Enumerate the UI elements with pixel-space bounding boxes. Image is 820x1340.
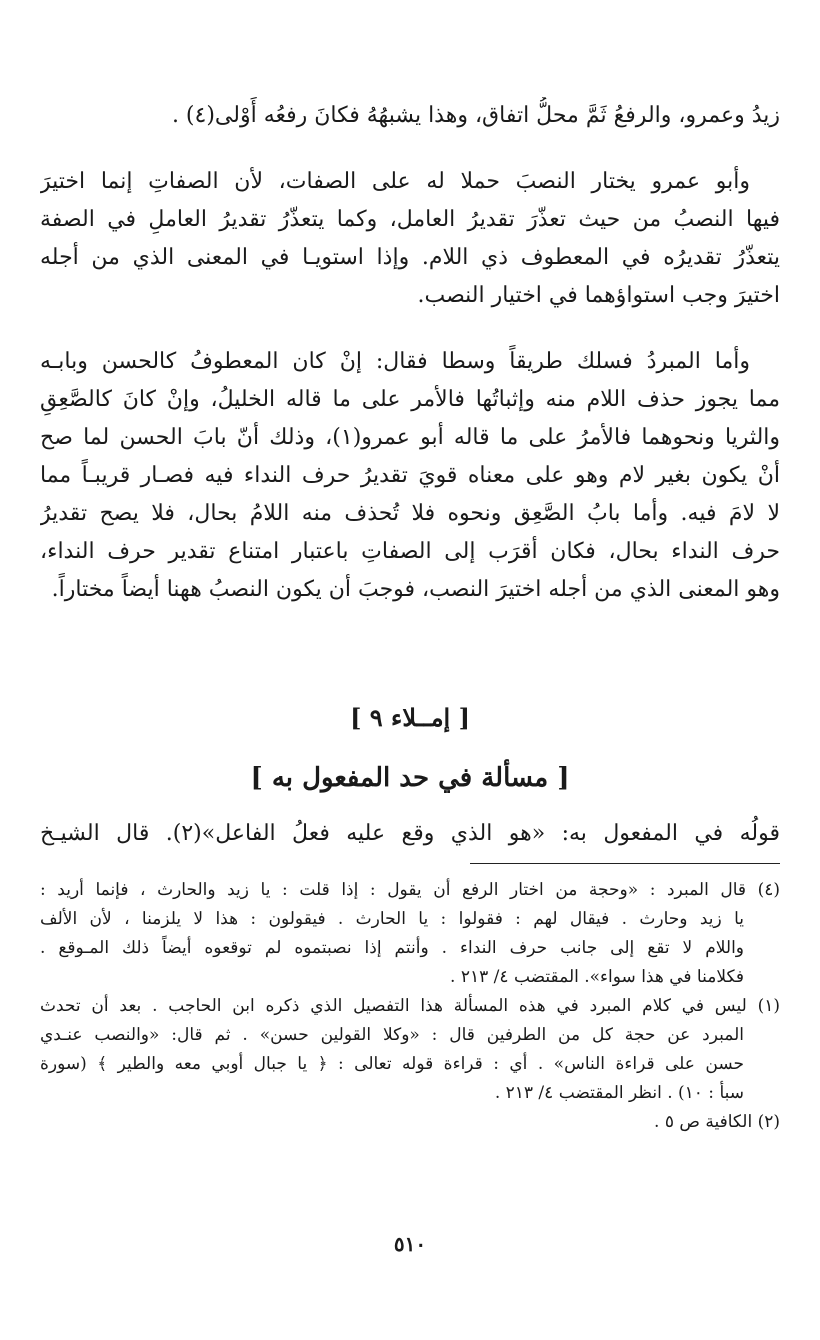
imla-heading: [ إمــلاء ٩ ] bbox=[350, 703, 470, 732]
paragraph-abu-amr bbox=[40, 163, 780, 315]
footnote-4 bbox=[40, 876, 780, 992]
footnote-line: (١) ليس في كلام المبرد في هذه المسألة هذا التفصيل الذي ذكره ابن الحاجب . بعد أن تحدث bbox=[40, 996, 780, 1016]
text-line: فيها النصبُ من حيث تعذّرَ تقديرُ العامل، وكما يتعذّرُ تقديرُ العاملِ في الصفة bbox=[40, 207, 780, 232]
page-number: ٥١٠ bbox=[393, 1232, 427, 1256]
text-line: حرف النداء بحال، فكان أقرَب إلى الصفاتِ باعتبار امتناع تقدير حرف النداء، bbox=[40, 539, 780, 564]
footnote-line: حسن على قراءة الناس» . أي : قراءة قوله تعالى : ﴿ يا جبال أوبي معه والطير ﴾ (سورة bbox=[40, 1054, 744, 1074]
paragraph-continuation bbox=[40, 97, 780, 135]
footnotes bbox=[40, 876, 780, 1137]
text-line: مما يجوز حذف اللام منه وإثباتُها فالأمر على ما قاله الخليلُ، وإنْ كانَ كالصَّعِقِ bbox=[40, 387, 780, 412]
text-line: اختيرَ وجب استواؤهما في اختيار النصب. bbox=[417, 283, 780, 308]
footnote-2 bbox=[40, 1108, 780, 1137]
paragraph-mubarrad bbox=[40, 343, 780, 609]
footnote-separator bbox=[470, 863, 780, 864]
footnote-line: المبرد عن حجة كل من الطرفين قال : «وكلا القولين حسن» . ثم قال: «والنصب عنـدي bbox=[40, 1025, 744, 1045]
text-line: زيدُ وعمرو، والرفعُ ثَمَّ محلُّ اتفاق، وهذا يشبهُهُ فكانَ رفعُه أَوْلى(٤) . bbox=[171, 103, 780, 128]
text-line: أنْ يكون بغير لام وهو على معناه قويَ تقديرُ حرف النداء فيه فصـار قريبـاً مما bbox=[40, 463, 780, 488]
paragraph-maf-ul-bih bbox=[40, 815, 780, 853]
text-line: والثريا ونحوهما فالأمرُ على ما قاله أبو عمرو(١)، وذلك أنّ بابَ الحسن لما صح bbox=[40, 425, 780, 450]
footnote-1 bbox=[40, 992, 780, 1108]
section-heading: [ مسألة في حد المفعول به ] bbox=[250, 763, 570, 793]
text-line: وهو المعنى الذي من أجله اختيرَ النصب، فوجبَ أن يكون النصبُ ههنا أيضاً مختاراً. bbox=[51, 577, 780, 602]
footnote-line: فكلامنا في هذا سواء». المقتضب ٤/ ٢١٣ . bbox=[450, 967, 744, 987]
footnote-line: يا زيد وحارث . فيقال لهم : فقولوا : يا الحارث . فيقولون : هذا لا يلزمنا ، لأن الألف bbox=[40, 909, 744, 929]
footnote-line: (٤) قال المبرد : «وحجة من اختار الرفع أن يقول : إذا قلت : يا زيد والحارث ، فإنما أريد : bbox=[40, 880, 780, 900]
text-line: لا لامَ فيه. وأما بابُ الصَّعِق ونحوه فلا تُحذف منه اللامُ بحال، فلا يصح تقديرُ bbox=[40, 501, 780, 526]
footnote-line: واللام لا تقع إلى جانب حرف النداء . وأنتم إذا نصبتموه لم توقعوه أيضاً ذلك المـوقع . bbox=[40, 938, 744, 958]
text-line: وأبو عمرو يختار النصبَ حملا له على الصفات، لأن الصفاتِ إنما اختيرَ bbox=[40, 169, 750, 194]
text-line: وأما المبردُ فسلك طريقاً وسطا فقال: إنْ كان المعطوفُ كالحسن وبابـه bbox=[40, 349, 750, 374]
text-line: قولُه في المفعول به: «هو الذي وقع عليه فعلُ الفاعل»(٢). قال الشيـخ bbox=[40, 821, 780, 846]
text-line: يتعذّرُ تقديرُه في المعطوف ذي اللام. وإذا استويـا في المعنى الذي من أجله bbox=[40, 245, 780, 270]
footnote-line: سبأ : ١٠) . انظر المقتضب ٤/ ٢١٣ . bbox=[494, 1083, 744, 1103]
footnote-line: (٢) الكافية ص ٥ . bbox=[654, 1112, 780, 1132]
